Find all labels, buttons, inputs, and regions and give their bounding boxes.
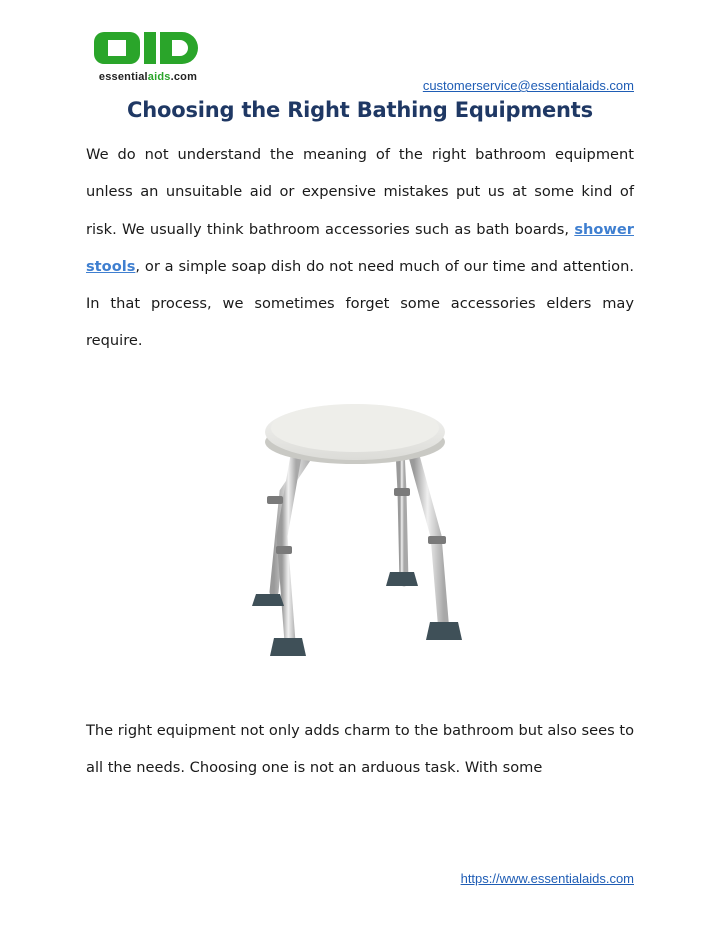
second-paragraph: The right equipment not only adds charm to the bathroom but also sees to all the needs. Choosing one is not an arduous task. With some — [86, 722, 634, 777]
website-url-link[interactable]: https://www.essentialaids.com — [460, 871, 634, 886]
shower-stools-link[interactable]: shower stools — [86, 220, 634, 275]
essentialaids-logo[interactable] — [86, 26, 210, 90]
intro-text-start: We do not understand the meaning of the right bathroom equipment unless an unsuitable aid or expensive mistakes put us at some kind of risk. We usually think bathroom accessories such as bath boards, — [86, 146, 634, 238]
shower-stool-image — [214, 386, 496, 680]
logo-wordmark: essentialaids.com — [98, 71, 198, 83]
intro-paragraph — [86, 136, 634, 360]
logo-mark-icon — [86, 26, 210, 70]
page-title: Choosing the Right Bathing Equipments — [127, 98, 593, 122]
intro-text-end: , or a simple soap dish do not need much of our time and attention. In that process, we sometimes forget some accessories elders may require. — [86, 257, 634, 350]
customer-service-email-link[interactable]: customerservice@essentialaids.com — [422, 78, 634, 93]
